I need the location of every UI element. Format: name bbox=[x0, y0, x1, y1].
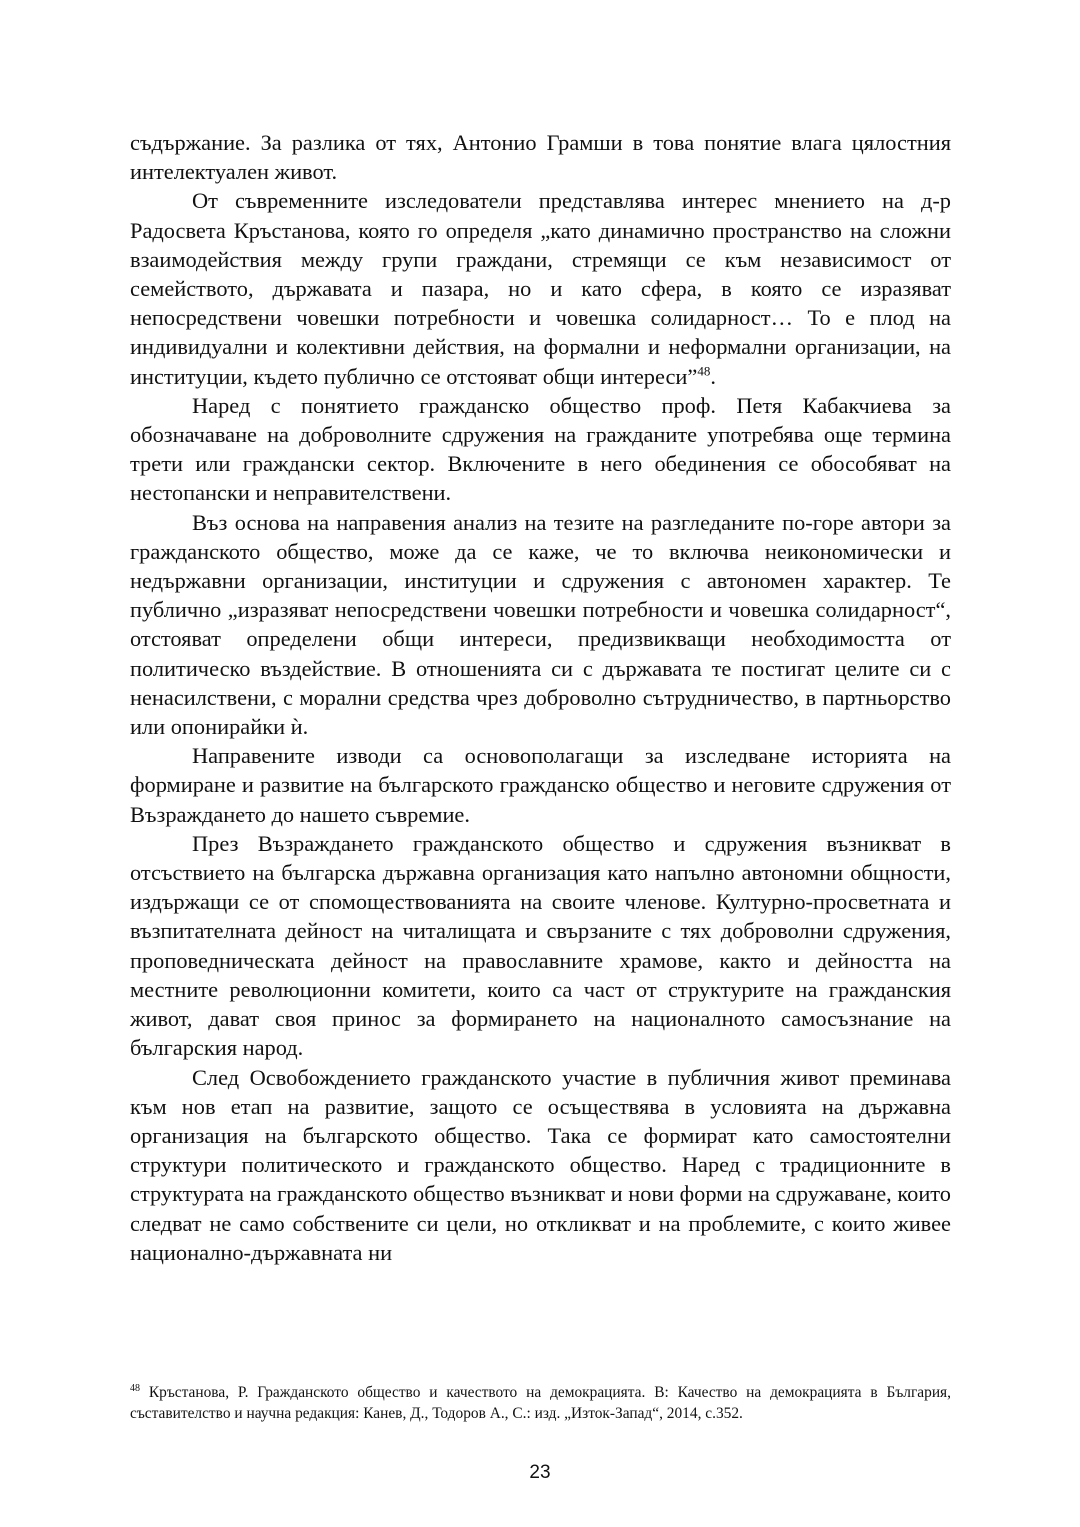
paragraph-2-text: От съвременните изследователи представлява интерес мнението на д-р Радосвета Кръстанова, която го определя „като динамично пространство на сложни взаимодействия между групи граждани, стремящи се към независимост от семейството, държавата и пазара, но и като сфера, в която се изразяват непосредствени човешки потребности и човешка солидарност… То е плод на индивидуални и колективни действия, на формални и неформални организации, на институции, където публично се отстояват общи интереси” bbox=[130, 188, 951, 389]
paragraph-5: Направените изводи са основополагащи за изследване историята на формиране и развитие на българското гражданско общество и неговите сдружения от Възраждането до нашето съвремие. bbox=[130, 743, 951, 827]
paragraph-3: Наред с понятието гражданско общество проф. Петя Кабакчиева за обозначаване на доброволните сдружения на гражданите употребява още термина трети или граждански сектор. Включените в него обединения се обособяват на нестопански и неправителствени. bbox=[130, 392, 951, 506]
paragraph-7: След Освобождението гражданското участие в публичния живот преминава към нов етап на развитие, защото се осъществява в условията на държавна организация на българското общество. Така се формират като самостоятелни структури политическото и гражданското общество. Наред с традиционните в структурата на гражданското общество възникват и нови форми на сдружаване, които следват не само собствените си цели, но откликват и на проблемите, с които живее национално-държавната ни bbox=[130, 1064, 951, 1265]
page-number: 23 bbox=[529, 1462, 551, 1483]
paragraph-1: съдържание. За разлика от тях, Антонио Грамши в това понятие влага цялостния интелектуален живот. bbox=[130, 130, 951, 185]
footnote-reference[interactable]: 48 bbox=[697, 363, 711, 379]
main-text bbox=[130, 128, 951, 1267]
footnote bbox=[130, 1382, 951, 1424]
paragraph-6: През Възраждането гражданското общество и сдружения възникват в отсъствието на българска държавна организация като напълно автономни общности, издържащи се от спомоществованията на своите членове. Културно-просветната и възпитателната дейност на читалищата и свързаните с тях доброволни сдружения, проповедническата дейност на православните храмове, както и дейността на местните революционни комитети, които са част от структурите на гражданския живот, дават своя принос за формирането на националното самосъзнание на българския народ. bbox=[130, 830, 951, 1061]
paragraph-2-end: . bbox=[710, 363, 716, 389]
paragraph-2 bbox=[130, 186, 951, 390]
footnote-number: 48 bbox=[130, 1382, 140, 1394]
paragraph-4: Въз основа на направения анализ на тезите на разгледаните по-горе автори за гражданското общество, може да се каже, че то включва неикономически и недържавни организации, институции и сдружения с автономен характер. Те публично „изразяват непосредствени човешки потребности и човешка солидарност“, отстояват определени общи интереси, предизвикващи необходимостта от политическо въздействие. В отношенията си с държавата те постигат целите си с ненасилствени, с морални средства чрез доброволно сътрудничество, в партньорство или опонирайки ѝ. bbox=[130, 509, 951, 740]
footnote-text: Кръстанова, Р. Гражданското общество и качеството на демокрацията. В: Качество на демокрацията в България, съставителство и научна редакция: Канев, Д., Тодоров А., С.: изд. „Изток-Запад“, 2014, с.352. bbox=[130, 1384, 951, 1422]
